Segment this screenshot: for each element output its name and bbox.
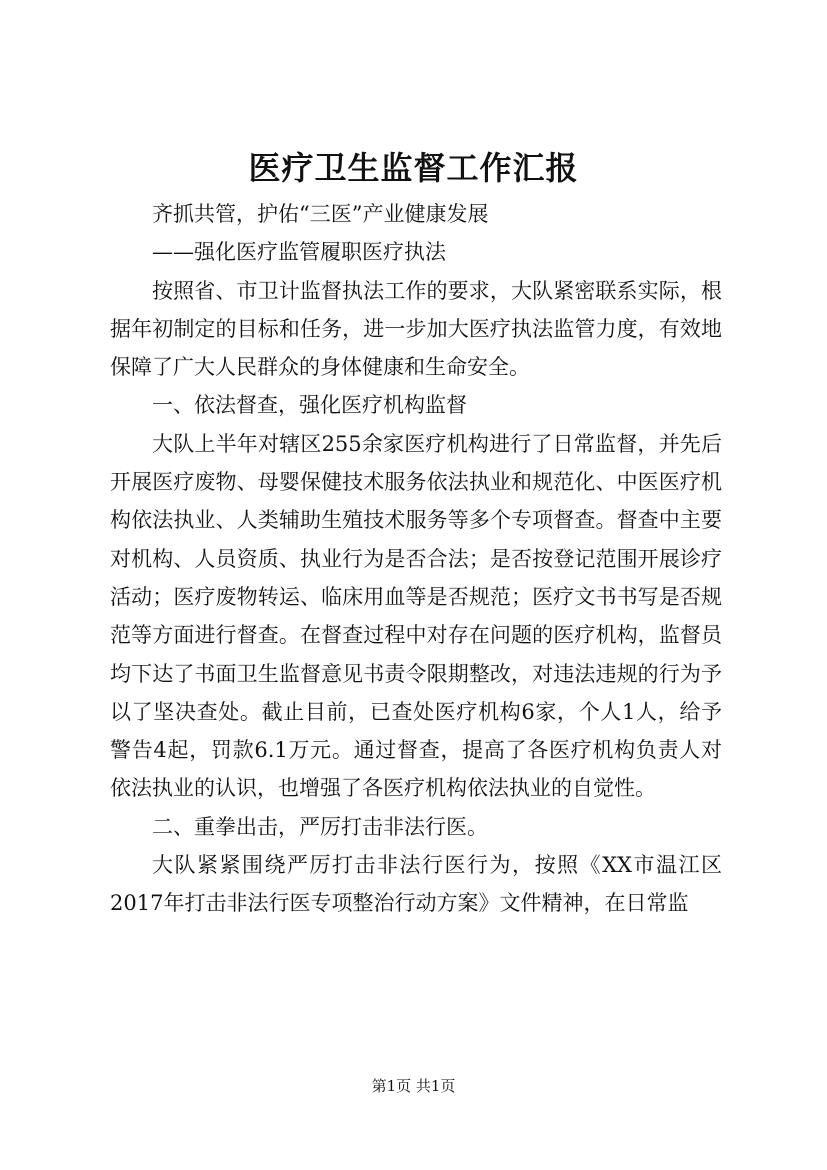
body-paragraph: 按照省、市卫计监督执法工作的要求，大队紧密联系实际，根据年初制定的目标和任务，进一步加大医疗执法监管力度，有效地保障了广大人民群众的身体健康和生命安全。 [110, 278, 722, 380]
body-paragraph: 大队上半年对辖区255余家医疗机构进行了日常监督，并先后开展医疗废物、母婴保健技术服务依法执业和规范化、中医医疗机构依法执业、人类辅助生殖技术服务等多个专项督查。督查中主要对机构、人员资质、执业行为是否合法；是否按登记范围开展诊疗活动；医疗废物转运、临床用血等是否规范；医疗文书书写是否规范等方面进行督查。在督查过程中对存在问题的医疗机构，监督员均下达了书面卫生监督意见书责令限期整改，对违法违规的行为予以了坚决查处。截止目前，已查处医疗机构6家，个人1人，给予警告4起，罚款6.1万元。通过督查，提高了各医疗机构负责人对依法执业的认识，也增强了各医疗机构依法执业的自觉性。 [110, 431, 722, 801]
page-footer: 第1页 共1页 [371, 1077, 456, 1095]
document-body [110, 195, 722, 923]
section-heading: 一、依法督查，强化医疗机构监督 [152, 393, 467, 418]
section-heading: 二、重拳出击，严厉打击非法行医。 [152, 814, 488, 839]
body-paragraph: 大队紧紧围绕严厉打击非法行医行为，按照《XX市温江区2017年打击非法行医专项整治行动方案》文件精神，在日常监 [110, 853, 722, 916]
document-title: 医疗卫生监督工作汇报 [248, 149, 579, 187]
subtitle-dash-line: ——强化医疗监管履职医疗执法 [152, 240, 446, 265]
subtitle-line: 齐抓共管，护佑“三医”产业健康发展 [152, 202, 489, 226]
